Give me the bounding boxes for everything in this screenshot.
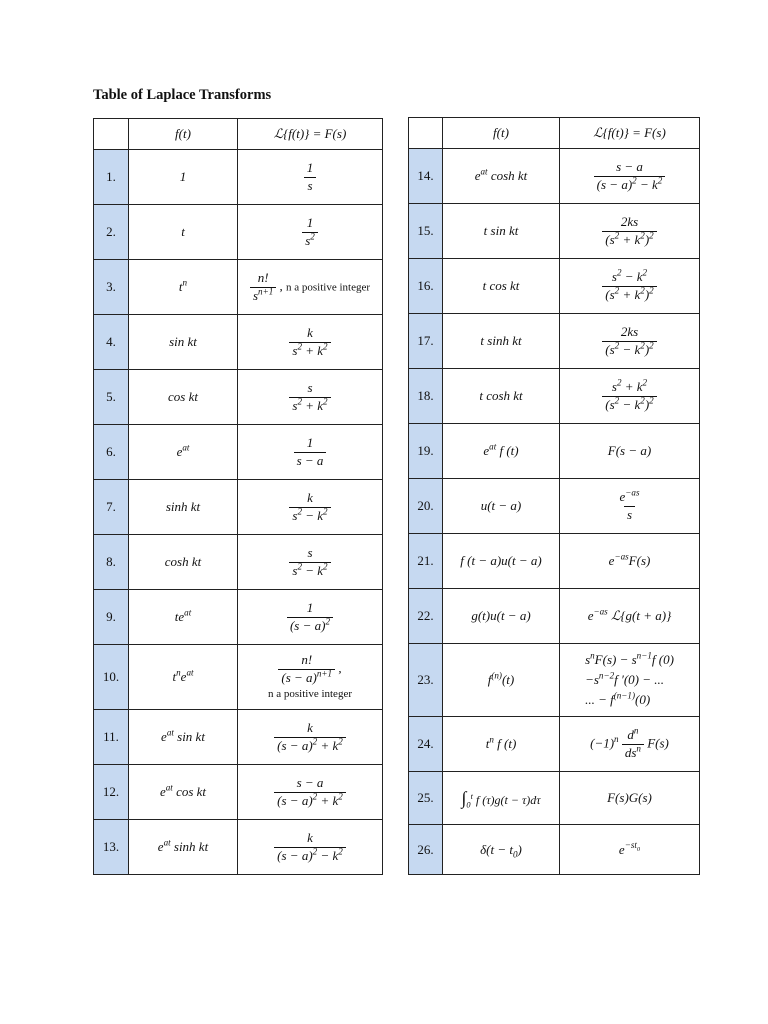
function-cell: $t^n$	[129, 260, 238, 315]
transform-cell: $\frac{e^{-as}}{s}$	[560, 479, 700, 534]
table-row	[409, 534, 700, 589]
table-row	[94, 590, 383, 645]
row-number: 12.	[94, 765, 129, 820]
positive-integer-note: n a positive integer	[267, 688, 352, 701]
header-Fs: ℒ{f(t)} = F(s)	[238, 119, 383, 150]
row-number: 24.	[409, 717, 443, 772]
table-row	[409, 314, 700, 369]
transform-cell: $\frac{s - a}{(s - a)^2 - k^2}$	[560, 149, 700, 204]
function-cell: t	[129, 205, 238, 260]
transform-cell: $\frac{s}{s^2 + k^2}$	[238, 370, 383, 425]
table-row	[409, 204, 700, 259]
function-cell: $f^{(n)}(t)$	[443, 644, 560, 717]
function-cell: t sin kt	[443, 204, 560, 259]
function-cell: $e^{at}$ sinh kt	[129, 820, 238, 875]
row-number: 18.	[409, 369, 443, 424]
row-number: 7.	[94, 480, 129, 535]
row-number: 16.	[409, 259, 443, 314]
table-row	[409, 479, 700, 534]
table-row	[94, 260, 383, 315]
transform-cell: $e^{-st_0}$	[560, 825, 700, 875]
transform-cell: $\frac{s^2 + k^2}{(s^2 - k^2)^2}$	[560, 369, 700, 424]
header-number	[94, 119, 129, 150]
transform-cell: $\frac{k}{(s - a)^2 + k^2}$	[238, 710, 383, 765]
table-row	[409, 717, 700, 772]
header-Fs: ℒ{f(t)} = F(s)	[560, 118, 700, 149]
row-number: 8.	[94, 535, 129, 590]
left-transform-table	[93, 118, 383, 875]
row-number: 19.	[409, 424, 443, 479]
transform-cell: $\frac{2ks}{(s^2 - k^2)^2}$	[560, 314, 700, 369]
header-number	[409, 118, 443, 149]
table-row	[409, 259, 700, 314]
function-cell: g(t)u(t − a)	[443, 589, 560, 644]
transform-cell: F(s − a)	[560, 424, 700, 479]
row-number: 2.	[94, 205, 129, 260]
table-row	[409, 589, 700, 644]
transform-cell: F(s)G(s)	[560, 772, 700, 825]
function-cell: cosh kt	[129, 535, 238, 590]
row-number: 22.	[409, 589, 443, 644]
header-ft: f(t)	[129, 119, 238, 150]
row-number: 14.	[409, 149, 443, 204]
table-row	[94, 150, 383, 205]
function-cell: $t^ne^{at}$	[129, 645, 238, 710]
transform-cell: $\frac{k}{s^2 - k^2}$	[238, 480, 383, 535]
transform-cell: $\frac{1}{(s - a)^2}$	[238, 590, 383, 645]
table-row	[94, 820, 383, 875]
row-number: 11.	[94, 710, 129, 765]
function-cell: $e^{at}$ cosh kt	[443, 149, 560, 204]
table-row	[94, 535, 383, 590]
table-row	[94, 710, 383, 765]
transform-cell: $(-1)^n$ $\frac{d^n}{ds^n}$ F(s)	[560, 717, 700, 772]
transform-cell: $s^nF(s) - s^{n-1}f$ (0) $-s^{n-2}f$ ′(0) − ... ... − $f^{(n-1)}(0)$	[560, 644, 700, 717]
row-number: 25.	[409, 772, 443, 825]
table-row	[94, 425, 383, 480]
function-cell: sin kt	[129, 315, 238, 370]
header-ft: f(t)	[443, 118, 560, 149]
table-row	[409, 149, 700, 204]
transform-cell: $\frac{k}{s^2 + k^2}$	[238, 315, 383, 370]
function-cell: $e^{at}$ sin kt	[129, 710, 238, 765]
row-number: 15.	[409, 204, 443, 259]
table-row	[94, 315, 383, 370]
transform-cell: $e^{-as}F(s)$	[560, 534, 700, 589]
transform-cell: $\frac{s^2 - k^2}{(s^2 + k^2)^2}$	[560, 259, 700, 314]
transform-cell: $\frac{s}{s^2 - k^2}$	[238, 535, 383, 590]
transform-cell: $\frac{1}{s^2}$	[238, 205, 383, 260]
transform-cell: $\frac{1}{s - a}$	[238, 425, 383, 480]
transform-cell: $e^{-as}$ ℒ{g(t + a)}	[560, 589, 700, 644]
row-number: 23.	[409, 644, 443, 717]
function-cell: t sinh kt	[443, 314, 560, 369]
function-cell: sinh kt	[129, 480, 238, 535]
table-row	[409, 825, 700, 875]
table-row	[409, 772, 700, 825]
row-number: 26.	[409, 825, 443, 875]
function-cell: $e^{at}$	[129, 425, 238, 480]
positive-integer-note: n a positive integer	[286, 280, 371, 293]
function-cell: $e^{at}$ f (t)	[443, 424, 560, 479]
row-number: 13.	[94, 820, 129, 875]
transform-cell: $\frac{n!}{(s - a)^{n+1}}$ , n a positive integer	[238, 645, 383, 710]
row-number: 10.	[94, 645, 129, 710]
transform-cell: $\frac{1}{s}$	[238, 150, 383, 205]
function-cell: $te^{at}$	[129, 590, 238, 645]
row-number: 20.	[409, 479, 443, 534]
function-cell: cos kt	[129, 370, 238, 425]
function-cell: f (t − a)u(t − a)	[443, 534, 560, 589]
row-number: 5.	[94, 370, 129, 425]
function-cell: t cos kt	[443, 259, 560, 314]
table-row	[94, 645, 383, 710]
function-cell: $e^{at}$ cos kt	[129, 765, 238, 820]
function-cell: $\delta(t - t_0)$	[443, 825, 560, 875]
transform-cell: $\frac{2ks}{(s^2 + k^2)^2}$	[560, 204, 700, 259]
row-number: 3.	[94, 260, 129, 315]
row-number: 17.	[409, 314, 443, 369]
row-number: 6.	[94, 425, 129, 480]
transform-cell: $\frac{n!}{s^{n+1}}$ , n a positive integer	[238, 260, 383, 315]
transform-cell: $\frac{k}{(s - a)^2 - k^2}$	[238, 820, 383, 875]
row-number: 9.	[94, 590, 129, 645]
transform-cell: $\frac{s - a}{(s - a)^2 + k^2}$	[238, 765, 383, 820]
table-row	[94, 205, 383, 260]
row-number: 21.	[409, 534, 443, 589]
function-cell: $t^n$ f (t)	[443, 717, 560, 772]
function-cell: 1	[129, 150, 238, 205]
row-number: 1.	[94, 150, 129, 205]
table-row	[409, 424, 700, 479]
table-row	[409, 644, 700, 717]
table-row	[409, 369, 700, 424]
table-row	[94, 370, 383, 425]
function-cell: $\int_0^t$ f (τ)g(t − τ)dτ	[443, 772, 560, 825]
page-title: Table of Laplace Transforms	[93, 87, 272, 103]
function-cell: u(t − a)	[443, 479, 560, 534]
function-cell: t cosh kt	[443, 369, 560, 424]
table-row	[94, 480, 383, 535]
table-row	[94, 765, 383, 820]
row-number: 4.	[94, 315, 129, 370]
right-transform-table	[408, 117, 700, 875]
